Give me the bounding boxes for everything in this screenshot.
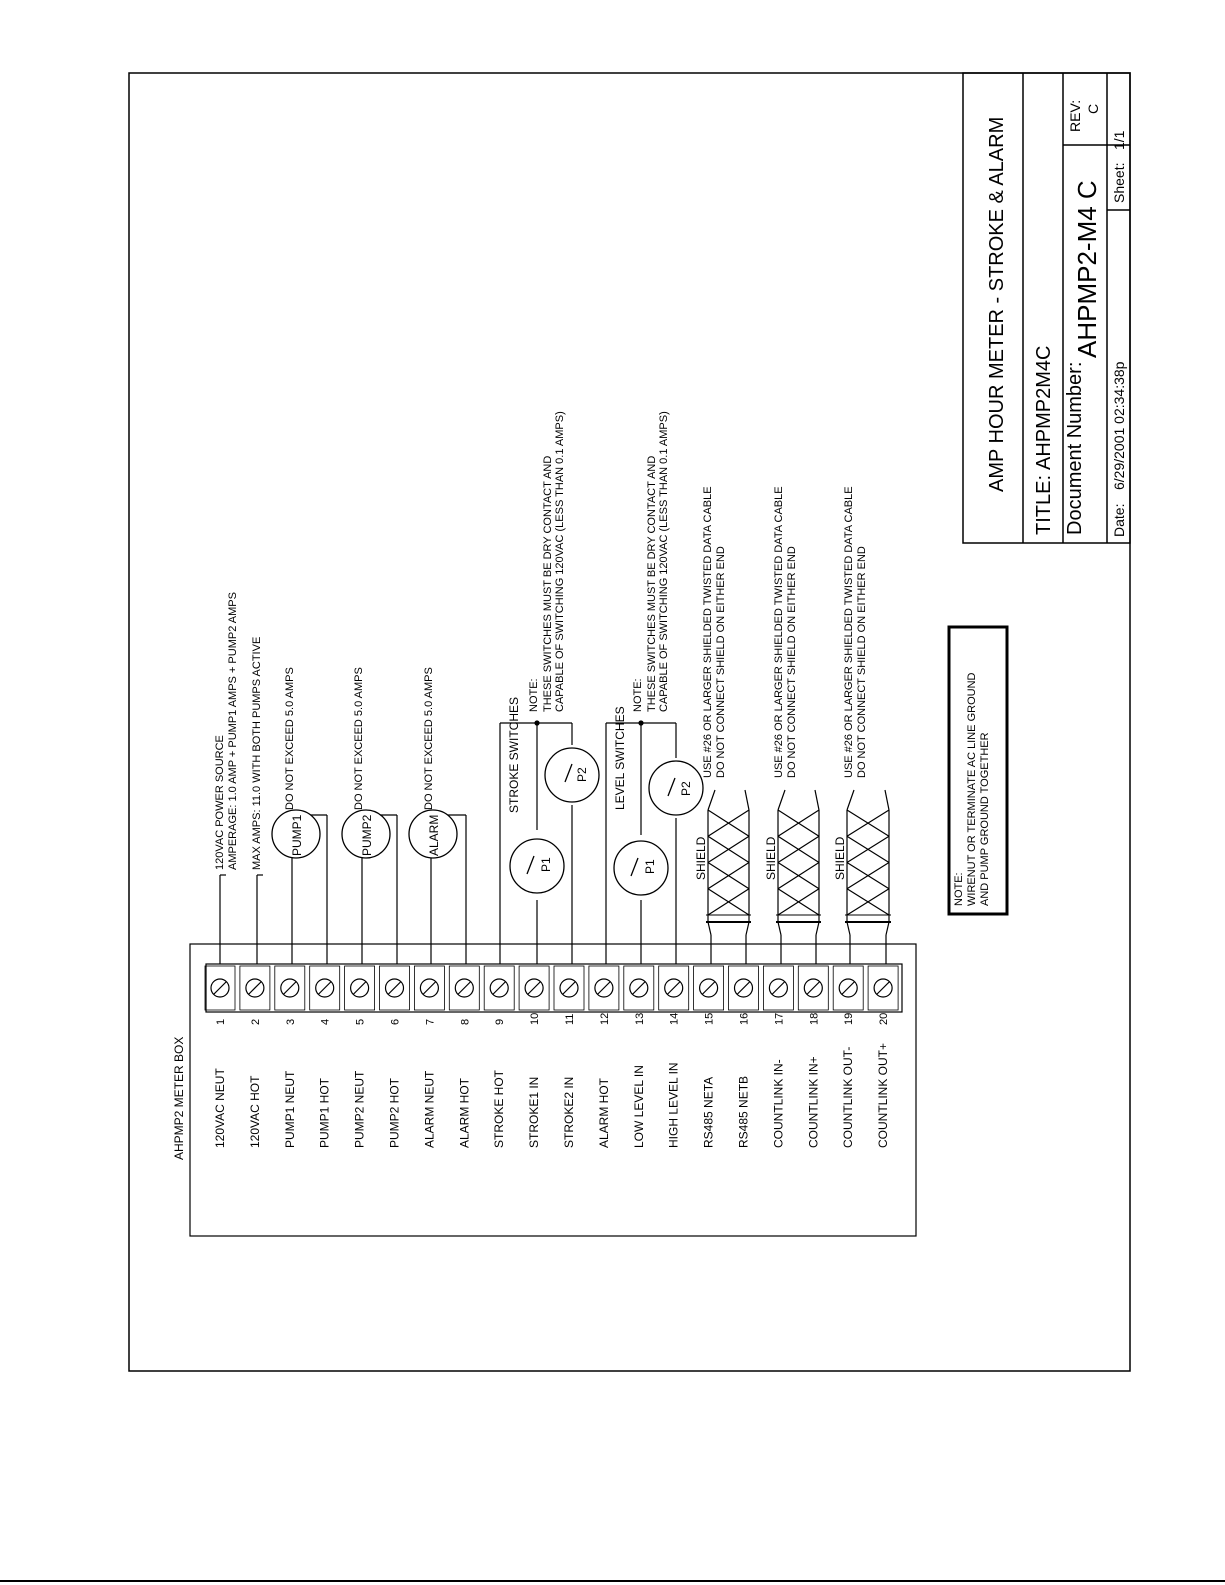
terminal-14 [659,966,689,1148]
terminal-number: 20 [878,1012,891,1025]
terminal-6 [380,966,410,1148]
terminal-number: 17 [773,1012,786,1025]
terminal-label: STROKE HOT [492,1069,507,1148]
ground-note [949,627,1007,914]
svg-text:MAX AMPS: 11.0 WITH BOTH PUMPS: MAX AMPS: 11.0 WITH BOTH PUMPS ACTIVE [251,636,263,870]
terminal-15 [694,966,724,1148]
terminal-4 [310,966,340,1148]
terminal-label: 120VAC HOT [247,1075,262,1148]
stroke-switches-label: STROKE SWITCHES [507,696,521,813]
terminal-label: ALARM HOT [596,1077,611,1148]
terminal-12 [589,966,619,1148]
terminal-block [205,966,898,1148]
pump2-load [342,810,390,858]
svg-text:AMPERAGE: 1.0 AMP + PUMP1 AMPS: AMPERAGE: 1.0 AMP + PUMP1 AMPS + PUMP2 AMPS [227,592,239,870]
sheet-label: Sheet: [1111,162,1127,203]
terminal-20 [868,966,898,1148]
doc-number-label: Document Number: [1064,361,1086,535]
terminal-18 [798,966,828,1148]
pump2-amp-note: DO NOT EXCEED 5.0 AMPS [353,667,365,810]
terminal-label: ALARM HOT [457,1077,472,1148]
svg-text:DO NOT CONNECT SHIELD ON EITHE: DO NOT CONNECT SHIELD ON EITHER END [786,546,798,778]
shield-label: SHIELD [764,836,778,880]
terminal-3 [275,966,305,1148]
svg-text:THESE SWITCHES MUST BE DRY CON: THESE SWITCHES MUST BE DRY CONTACT AND [542,455,554,712]
rev-label: REV: [1067,99,1083,132]
svg-text:PUMP2: PUMP2 [360,814,374,856]
terminal-number: 19 [843,1012,856,1025]
sheet-value: 1/1 [1111,130,1127,150]
level-switches-label: LEVEL SWITCHES [613,706,627,810]
meter-box-label: AHPMP2 METER BOX [172,1036,186,1160]
terminal-8 [449,966,479,1148]
terminal-number: 2 [249,1018,262,1025]
title-label: TITLE: [1033,474,1055,535]
level-switch-note [632,411,670,712]
terminal-label: COUNTLINK OUT+ [876,1042,891,1148]
stroke-switch-p1 [510,839,564,893]
terminal-number: 4 [319,1018,332,1025]
terminal-label: PUMP2 HOT [387,1077,402,1148]
terminal-label: PUMP1 NEUT [282,1070,297,1148]
rev-value: C [1085,103,1101,114]
terminal-number: 6 [389,1018,402,1025]
terminal-label: RS485 NETA [701,1076,716,1148]
terminal-number: 1 [215,1018,227,1025]
svg-text:P1: P1 [643,859,657,874]
drawing-title: AMP HOUR METER - STROKE & ALARM [986,116,1008,492]
svg-text:P2: P2 [575,767,589,782]
terminal-label: RS485 NETB [736,1075,751,1148]
terminal-number: 5 [354,1018,367,1025]
svg-text:DO NOT CONNECT SHIELD ON EITHE: DO NOT CONNECT SHIELD ON EITHER END [856,546,868,778]
terminal-1 [205,966,235,1148]
svg-text:DO NOT CONNECT SHIELD ON EITHE: DO NOT CONNECT SHIELD ON EITHER END [715,546,727,778]
terminal-label: 120VAC NEUT [213,1068,227,1148]
shielded-cable-2 [764,790,821,964]
terminal-number: 15 [703,1012,716,1025]
shielded-cable-3 [833,790,891,964]
terminal-13 [624,966,654,1148]
terminal-label: PUMP1 HOT [317,1077,332,1148]
terminal-number: 8 [459,1018,472,1025]
svg-text:PUMP1: PUMP1 [290,814,304,856]
shielded-cables [694,790,891,964]
terminal-label: COUNTLINK IN- [771,1059,786,1148]
svg-text:CAPABLE OF SWITCHING 120VAC (L: CAPABLE OF SWITCHING 120VAC (LESS THAN 0.1 AMPS) [554,411,566,712]
shield-label: SHIELD [694,836,708,880]
alarm-load [409,810,457,858]
title-block [963,73,1130,543]
terminal-2 [240,966,270,1148]
stroke-switch-note [528,411,566,712]
terminal-19 [833,966,863,1148]
terminal-label: HIGH LEVEL IN [666,1062,681,1148]
svg-text:120VAC POWER SOURCE: 120VAC POWER SOURCE [214,735,226,870]
terminal-11 [554,966,584,1148]
terminal-17 [763,966,793,1148]
pump1-load [272,810,320,858]
terminal-7 [414,966,444,1148]
svg-text:USE #26 OR LARGER SHIELDED TWI: USE #26 OR LARGER SHIELDED TWISTED DATA CABLE [843,486,855,778]
terminal-10 [519,966,549,1148]
svg-text:USE #26 OR LARGER SHIELDED TWI: USE #26 OR LARGER SHIELDED TWISTED DATA CABLE [702,486,714,778]
svg-text:ALARM: ALARM [427,814,441,856]
alarm-amp-note: DO NOT EXCEED 5.0 AMPS [423,667,435,810]
terminal-16 [729,966,759,1148]
svg-text:NOTE:: NOTE: [953,872,965,906]
terminal-number: 13 [633,1012,646,1025]
terminal-5 [345,966,375,1148]
svg-text:NOTE:: NOTE: [528,678,540,712]
svg-text:P2: P2 [679,781,693,796]
terminal-number: 9 [494,1018,507,1025]
page-bottom-rule [0,1580,1225,1582]
terminal-number: 18 [808,1012,821,1025]
svg-text:AND PUMP GROUND TOGETHER: AND PUMP GROUND TOGETHER [979,732,991,906]
date-value: 6/29/2001 02:34:38p [1111,361,1127,490]
terminal-label: STROKE2 IN [562,1076,576,1148]
level-switch-p1 [614,841,668,895]
level-switch-p2 [649,761,703,815]
svg-text:THESE SWITCHES MUST BE DRY CON: THESE SWITCHES MUST BE DRY CONTACT AND [646,455,658,712]
svg-text:USE #26 OR LARGER SHIELDED TWI: USE #26 OR LARGER SHIELDED TWISTED DATA CABLE [773,486,785,778]
terminal-number: 10 [529,1012,542,1025]
terminal-number: 3 [284,1018,297,1025]
svg-text:P1: P1 [539,857,553,872]
terminal-number: 12 [598,1012,611,1025]
sheet-border [129,73,1130,1371]
svg-text:CAPABLE OF SWITCHING 120VAC (L: CAPABLE OF SWITCHING 120VAC (LESS THAN 0.1 AMPS) [658,411,670,712]
terminal-label: PUMP2 NEUT [352,1070,367,1148]
terminal-number: 11 [564,1013,576,1025]
terminal-label: COUNTLINK IN+ [806,1056,821,1148]
date-label: Date: [1111,503,1127,537]
terminal-label: ALARM NEUT [422,1070,437,1148]
terminal-label: STROKE1 IN [527,1076,542,1148]
power-source-note [214,592,263,870]
terminal-label: LOW LEVEL IN [631,1065,646,1148]
doc-number: AHPMP2-M4 C [1072,180,1102,358]
pump1-amp-note: DO NOT EXCEED 5.0 AMPS [284,667,296,810]
shielded-cable-1 [694,790,751,964]
terminal-9 [484,966,514,1148]
shield-label: SHIELD [833,836,847,880]
stroke-switch-p2 [545,748,599,802]
cable-notes [702,486,868,778]
level-junction [638,720,643,725]
terminal-number: 14 [668,1012,681,1025]
svg-text:NOTE:: NOTE: [632,678,644,712]
title-value: AHPMP2M4C [1033,345,1055,470]
stroke-junction [534,720,539,725]
svg-text:WIRENUT OR TERMINATE AC LINE G: WIRENUT OR TERMINATE AC LINE GROUND [966,672,978,906]
terminal-number: 16 [738,1012,751,1025]
terminal-number: 7 [424,1018,437,1025]
terminal-label: COUNTLINK OUT- [841,1046,856,1148]
